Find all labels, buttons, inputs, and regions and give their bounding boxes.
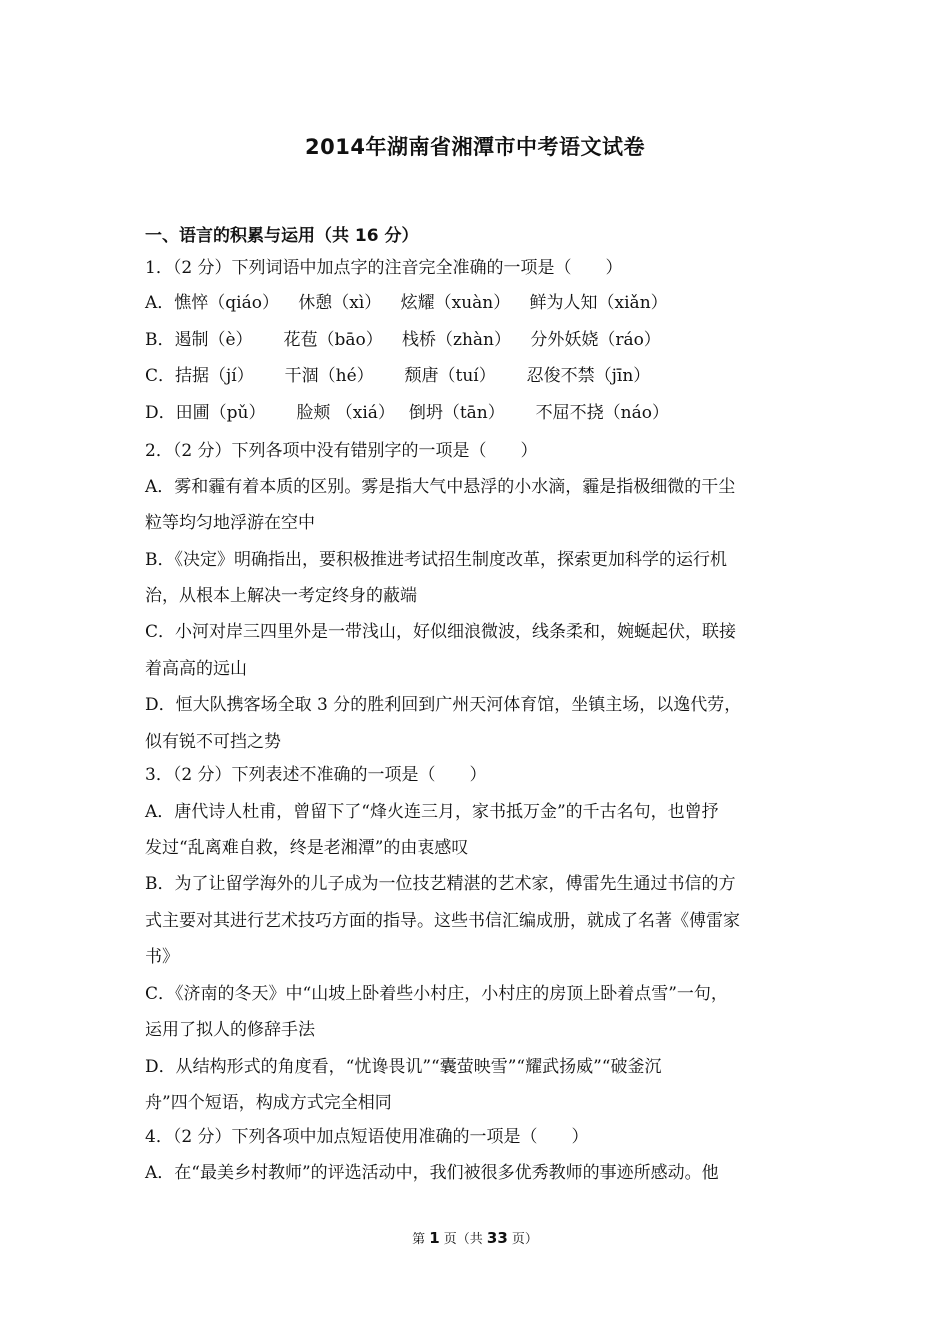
text-line: 治，从根本上解决一考定终身的蔽端 [145,586,417,606]
page-footer [0,1228,950,1247]
text-line: A．雾和霾有着本质的区别。雾是指大气中悬浮的小水滴，霾是指极细微的干尘 [145,477,736,497]
text-line: 式主要对其进行艺术技巧方面的指导。这些书信汇编成册，就成了名著《傅雷家 [145,911,740,931]
footer-suffix: 页） [507,1232,538,1247]
text-line: A．唐代诗人杜甫，曾留下了“烽火连三月，家书抵万金”的千古名句，也曾抒 [145,802,719,822]
text-line: B．《决定》明确指出，要积极推进考试招生制度改革，探索更加科学的运行机 [145,550,727,570]
text-line: 2．（2 分）下列各项中没有错别字的一项是（ ） [145,441,538,461]
text-line: B．遏制（è） 花苞（bāo） 栈桥（zhàn） 分外妖娆（ráo） [145,330,661,350]
text-line: 似有锐不可挡之势 [145,732,281,752]
text-line: A．憔悴（qiáo） 休憩（xì） 炫耀（xuàn） 鲜为人知（xiǎn） [145,293,668,313]
text-line: 粒等均匀地浮游在空中 [145,513,315,533]
text-line: 着高高的远山 [145,659,247,679]
text-line: 舟”四个短语，构成方式完全相同 [145,1093,392,1113]
text-line: 运用了拟人的修辞手法 [145,1020,315,1040]
text-line: A．在“最美乡村教师”的评选活动中，我们被很多优秀教师的事迹所感动。他 [145,1163,719,1183]
text-line: 1．（2 分）下列词语中加点字的注音完全准确的一项是（ ） [145,258,623,278]
text-line: D．从结构形式的角度看，“忧谗畏讥”“囊萤映雪”“耀武扬威”“破釜沉 [145,1057,662,1077]
text-line: C．拮据（jí） 干涸（hé） 颓唐（tuí） 忍俊不禁（jīn） [145,366,651,386]
document-title: 2014年湖南省湘潭市中考语文试卷 [305,135,645,159]
text-line: 4．（2 分）下列各项中加点短语使用准确的一项是（ ） [145,1127,589,1147]
section-heading: 一、语言的积累与运用（共 16 分） [145,226,419,246]
text-line: D．恒大队携客场全取 3 分的胜利回到广州天河体育馆，坐镇主场，以逸代劳， [145,695,742,715]
text-line: 书》 [145,947,179,967]
text-line: C．小河对岸三四里外是一带浅山，好似细浪微波，线条柔和，婉蜒起伏，联接 [145,622,737,642]
total-page-count: 33 [486,1229,508,1247]
footer-prefix: 第 [412,1232,430,1247]
text-line: C．《济南的冬天》中“山坡上卧着些小村庄，小村庄的房顶上卧着点雪”一句， [145,984,728,1004]
text-line: 发过“乱离难自救，终是老湘潭”的由衷感叹 [145,838,469,858]
text-line: 3．（2 分）下列表述不准确的一项是（ ） [145,765,487,785]
current-page-number: 1 [429,1229,440,1247]
text-line: D．田圃（pǔ） 脸颊 （xiá） 倒坍（tān） 不屈不挠（náo） [145,403,669,423]
footer-mid: 页（共 [439,1232,487,1247]
text-line: B．为了让留学海外的儿子成为一位技艺精湛的艺术家，傅雷先生通过书信的方 [145,874,736,894]
